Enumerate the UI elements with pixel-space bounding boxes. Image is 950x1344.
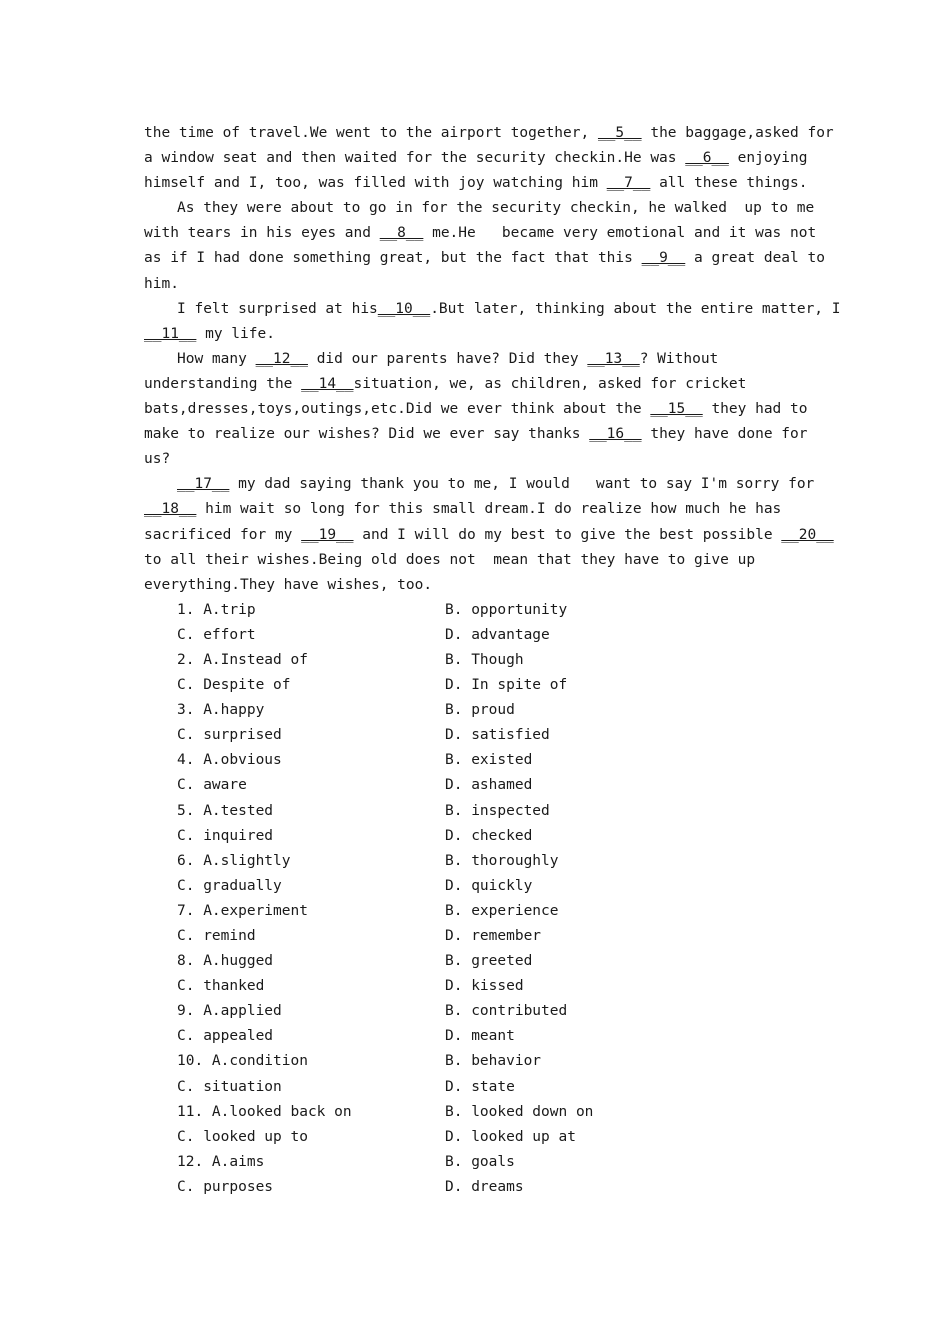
option-row (144, 799, 814, 824)
passage-line (144, 121, 834, 146)
answer-blank: __11__ (144, 325, 197, 342)
option-row (144, 924, 814, 949)
passage-text: me.He became very emotional and it was not (423, 225, 817, 242)
option-right: D. satisfied (445, 727, 550, 744)
option-left: C. appealed (177, 1028, 274, 1045)
answer-blank: __14__ (301, 375, 354, 392)
passage-line (144, 347, 814, 372)
passage-text: How many (177, 350, 256, 367)
option-right: B. opportunity (445, 601, 568, 618)
option-left: C. inquired (177, 827, 274, 844)
answer-blank: __12__ (255, 350, 308, 367)
passage-line (144, 523, 834, 548)
option-left: C. purposes (177, 1178, 274, 1195)
passage-text: a great deal to (685, 250, 825, 267)
passage-text: I felt surprised at his (177, 300, 378, 317)
option-left: 8. A.hugged (177, 953, 274, 970)
option-right: D. quickly (445, 877, 533, 894)
passage-line (144, 447, 814, 472)
option-right: D. kissed (445, 978, 524, 995)
passage-text: did our parents have? Did they (307, 350, 588, 367)
option-left: C. surprised (177, 727, 282, 744)
option-right: D. remember (445, 928, 542, 944)
answer-blank: __18__ (144, 501, 197, 518)
option-right: D. In spite of (445, 677, 568, 694)
option-row (144, 1175, 814, 1200)
passage-text: my dad saying thank you to me, I would want to say I'm sorry for (229, 476, 815, 493)
passage-line (144, 548, 814, 573)
option-left: C. situation (177, 1078, 282, 1095)
passage-line (144, 422, 814, 447)
passage-line (144, 171, 814, 196)
option-row (144, 1049, 814, 1074)
passage-text: all these things. (650, 175, 808, 192)
passage-text: they had to (702, 401, 808, 418)
passage-line (144, 573, 814, 598)
option-left: 5. A.tested (177, 802, 274, 819)
passage-text: everything.They have wishes, too. (144, 576, 433, 593)
answer-blank: __15__ (650, 401, 703, 418)
passage-text: my life. (196, 325, 275, 342)
answer-blank: __13__ (587, 350, 640, 367)
passage-text: make to realize our wishes? Did we ever say thanks (144, 426, 590, 443)
answer-options (144, 598, 814, 1200)
option-left: C. aware (177, 777, 247, 794)
passage-text: the baggage,asked for (641, 125, 834, 141)
option-row (144, 849, 814, 874)
passage-text: .But later, thinking about the entire matter, I (430, 300, 841, 317)
passage-line (144, 372, 814, 397)
passage-text: they have done for (641, 426, 808, 443)
option-right: B. goals (445, 1153, 515, 1170)
option-left: 1. A.trip (177, 601, 256, 618)
option-right: B. proud (445, 702, 515, 719)
passage-text: with tears in his eyes and (144, 225, 380, 242)
passage-text: him. (144, 275, 179, 292)
passage-text: ? Without (639, 350, 719, 367)
answer-blank: __16__ (589, 426, 642, 443)
answer-blank: __7__ (606, 175, 651, 192)
option-left: 6. A.slightly (177, 852, 291, 869)
passage-line (144, 246, 825, 271)
passage-text: himself and I, too, was filled with joy watching him (144, 175, 607, 192)
option-left: 7. A.experiment (177, 902, 308, 919)
option-row (144, 824, 814, 849)
option-right: D. advantage (445, 626, 550, 643)
passage-line (144, 272, 814, 297)
option-row (144, 999, 814, 1024)
option-left: C. looked up to (177, 1128, 308, 1145)
option-left: 12. A.aims (177, 1153, 265, 1170)
option-left: C. effort (177, 626, 256, 643)
option-row (144, 1150, 814, 1175)
option-right: B. contributed (445, 1003, 568, 1020)
passage-text: us? (144, 451, 171, 468)
passage-line (144, 146, 814, 171)
option-row (144, 874, 814, 899)
option-left: 4. A.obvious (177, 752, 282, 769)
option-left: 11. A.looked back on (177, 1103, 352, 1120)
answer-blank: __6__ (685, 150, 729, 167)
passage-text: As they were about to go in for the security checkin, he walked up to me (177, 200, 815, 217)
passage-line (144, 221, 817, 246)
option-row (144, 949, 814, 974)
option-right: B. behavior (445, 1053, 542, 1070)
cloze-passage (144, 121, 841, 598)
option-row (144, 648, 814, 673)
option-left: 10. A.condition (177, 1053, 308, 1070)
passage-text: enjoying (728, 150, 808, 167)
document-page (144, 121, 841, 1200)
passage-text: understanding the (144, 375, 302, 392)
passage-line (144, 472, 814, 497)
passage-line (144, 196, 814, 221)
option-left: C. remind (177, 928, 256, 944)
option-right: D. dreams (445, 1178, 524, 1195)
option-right: B. greeted (445, 953, 533, 970)
option-row (144, 623, 814, 648)
option-right: B. Though (445, 651, 524, 668)
option-right: D. meant (445, 1028, 515, 1045)
option-left: 9. A.applied (177, 1003, 282, 1020)
option-row (144, 899, 814, 924)
option-left: 3. A.happy (177, 702, 265, 719)
option-right: D. checked (445, 827, 533, 844)
answer-blank: __19__ (301, 526, 354, 543)
passage-line (144, 497, 814, 522)
answer-blank: __20__ (781, 526, 834, 543)
option-left: 2. A.Instead of (177, 651, 308, 668)
option-row (144, 748, 814, 773)
passage-line (144, 397, 814, 422)
option-right: B. inspected (445, 802, 550, 819)
passage-text: as if I had done something great, but the fact that this (144, 250, 642, 267)
passage-text: a window seat and then waited for the security checkin.He was (144, 150, 686, 167)
passage-line (144, 322, 814, 347)
option-right: B. experience (445, 902, 559, 919)
option-left: C. thanked (177, 978, 265, 995)
option-row (144, 1075, 814, 1100)
option-right: B. looked down on (445, 1103, 594, 1120)
option-right: D. state (445, 1078, 515, 1095)
option-right: D. ashamed (445, 777, 533, 794)
passage-text: and I will do my best to give the best possible (353, 526, 782, 543)
option-left: C. gradually (177, 877, 282, 894)
passage-text: him wait so long for this small dream.I do realize how much he has (196, 501, 782, 518)
option-row (144, 1125, 814, 1150)
option-left: C. Despite of (177, 677, 291, 694)
option-row (144, 1100, 814, 1125)
option-right: D. looked up at (445, 1128, 576, 1145)
answer-blank: __8__ (379, 225, 424, 242)
option-right: B. thoroughly (445, 852, 559, 869)
passage-text: bats,dresses,toys,outings,etc.Did we ever think about the (144, 401, 651, 418)
passage-text: to all their wishes.Being old does not mean that they have to give up (144, 551, 756, 568)
option-right: B. existed (445, 752, 533, 769)
option-row (144, 723, 814, 748)
option-row (144, 1024, 814, 1049)
option-row (144, 773, 814, 798)
answer-blank: __5__ (597, 125, 642, 141)
option-row (144, 974, 814, 999)
option-row (144, 673, 814, 698)
answer-blank: __17__ (177, 476, 230, 493)
option-row (144, 698, 814, 723)
answer-blank: __10__ (377, 300, 431, 317)
passage-line (144, 297, 841, 322)
option-row (144, 598, 814, 623)
passage-text: sacrificed for my (144, 526, 302, 543)
passage-text: the time of travel.We went to the airport together, (144, 125, 598, 141)
passage-text: situation, we, as children, asked for cricket (353, 375, 747, 392)
answer-blank: __9__ (641, 250, 686, 267)
